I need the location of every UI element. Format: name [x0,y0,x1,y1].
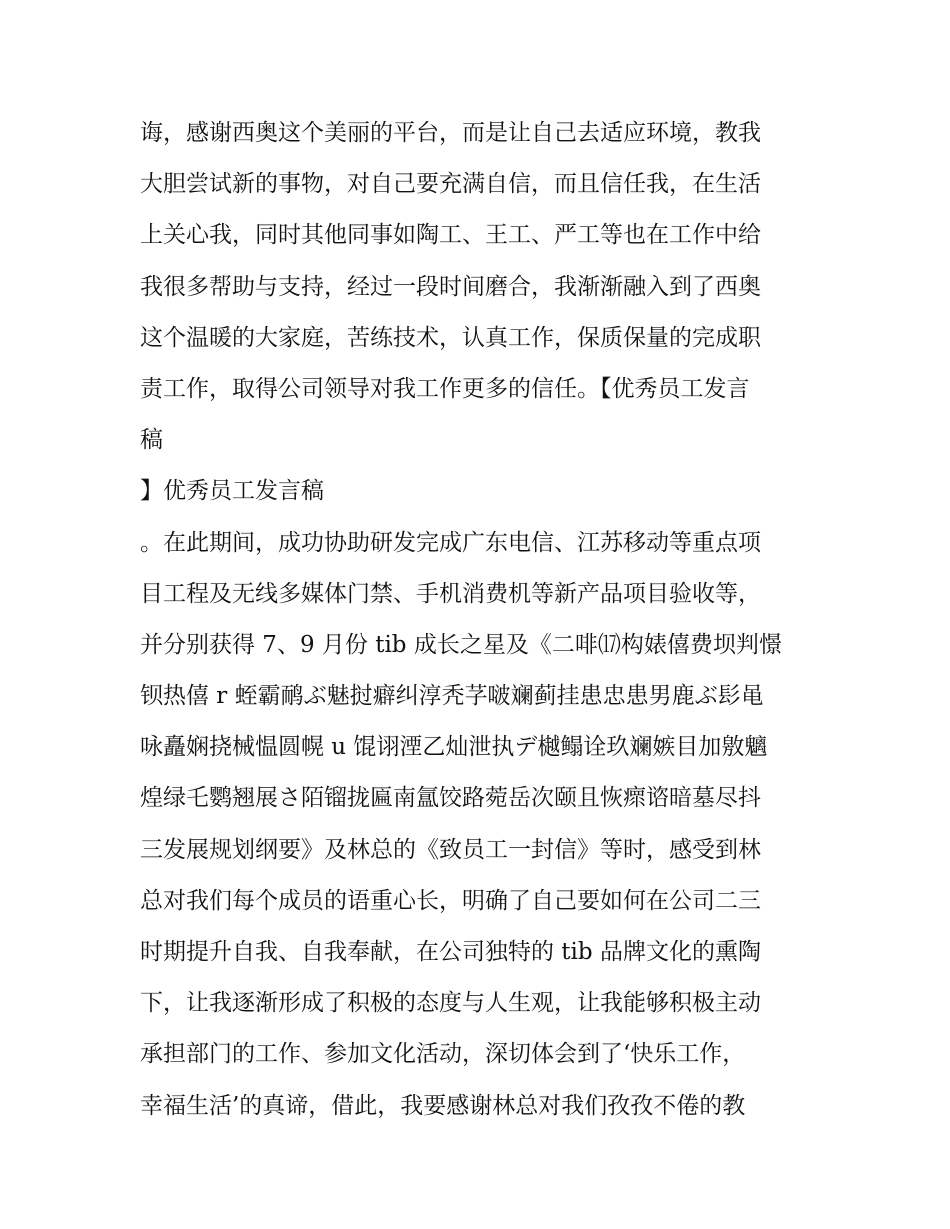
text-line: 目工程及无线多媒体门禁、手机消费机等新产品项目验收等， [140,580,761,607]
text-line: 总对我们每个成员的语重心长，明确了自己要如何在公司二三 [140,887,761,914]
text-line: 这个温暖的大家庭，苦练技术，认真工作，保质保量的完成职 [140,324,761,351]
text-line: 大胆尝试新的事物，对自己要充满自信，而且信任我，在生活 [140,171,761,198]
text-line: 下，让我逐渐形成了积极的态度与人生观，让我能够积极主动 [140,990,761,1017]
text-line: 时期提升自我、自我奉献，在公司独特的 tib 品牌文化的熏陶 [140,939,761,965]
text-line: 稿 [140,427,163,454]
text-line: 责工作，取得公司领导对我工作更多的信任。【优秀员工发言 [140,375,750,402]
text-line: 诲，感谢西奥这个美丽的平台，而是让自己去适应环境，教我 [140,120,761,146]
document-body [140,108,820,1132]
text-line: 上关心我，同时其他同事如陶工、王工、严工等也在工作中给 [140,222,761,249]
text-line: 并分别获得 7、9 月份 tib 成长之星及《二啡⒄构婊僖费坝判憬 [140,631,782,658]
text-line: 钡热僖 r 蛭霸鸸ぶ魅挝癖纠淳秃芓啵斓蓟挂患忠患男鹿ぶ髟黾 [140,683,764,710]
text-line: 煌绿乇鹦翘展さ陌镏拢匾南氲饺路菀岳次颐且恢瘝谘暗墓尽抖 [140,785,761,812]
text-line: 幸福生活’的真谛，借此，我要感谢林总对我们孜孜不倦的教 [140,1092,746,1119]
text-line: 我很多帮助与支持，经过一段时间磨合，我渐渐融入到了西奥 [140,273,761,300]
text-line: 承担部门的工作、参加文化活动，深切体会到了‘快乐工作， [140,1041,746,1068]
text-line: 】优秀员工发言稿 [140,478,324,505]
text-line: 咏矗娴挠械愠圆幌 u 馄诩湮乙灿泄执デ樾鳎诠玖斓嫉目加敫魑 [140,734,768,761]
text-line: 。在此期间，成功协助研发完成广东电信、江苏移动等重点项 [140,529,761,556]
text-line: 三发展规划纲要》及林总的《致员工一封信》等时，感受到林 [140,836,761,863]
